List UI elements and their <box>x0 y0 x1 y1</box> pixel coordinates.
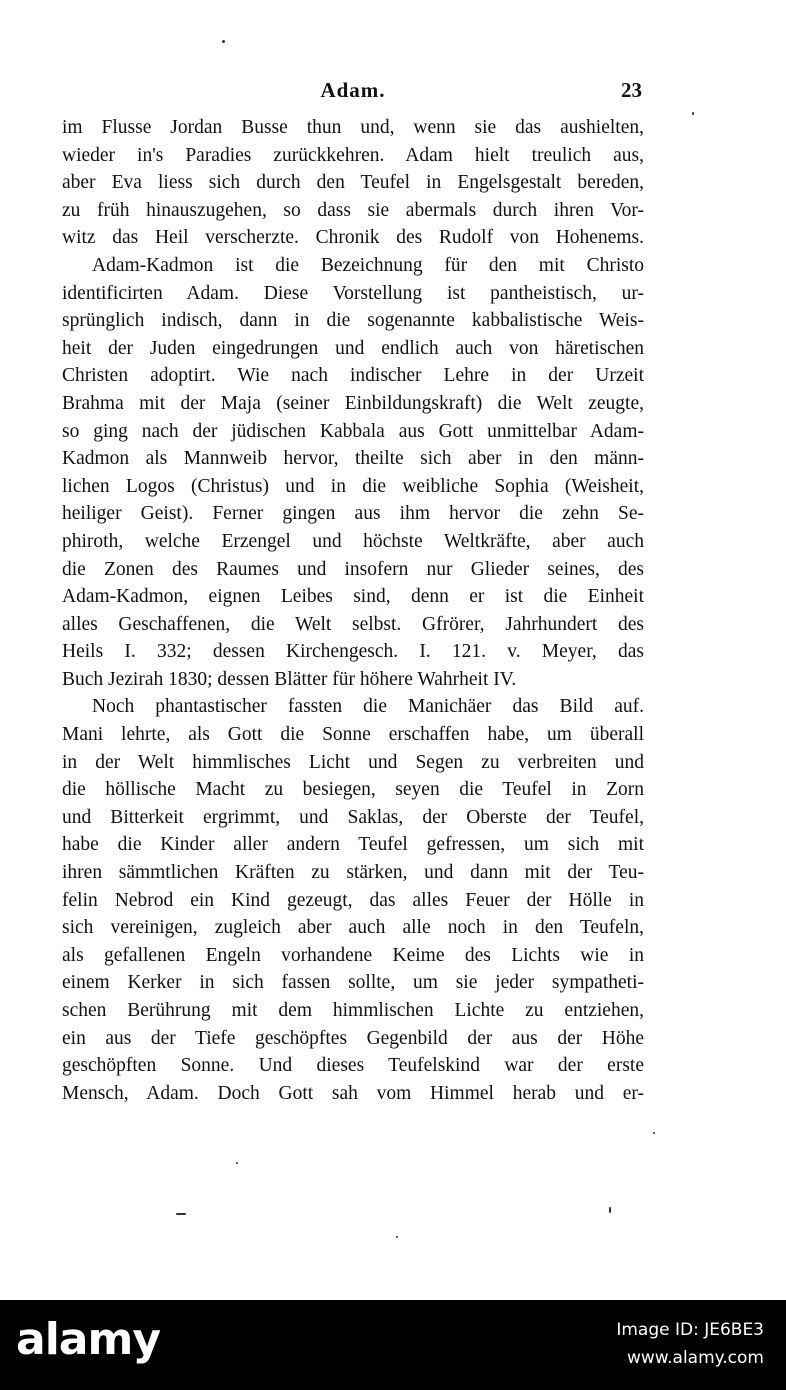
text-line: alles Geschaffenen, die Welt selbst. Gfrörer, Jahrhundert des <box>62 613 644 635</box>
text-line: die höllische Macht zu besiegen, seyen die Teufel in Zorn <box>62 779 644 801</box>
text-line: wieder in's Paradies zurückkehren. Adam hielt treulich aus, <box>62 144 644 166</box>
scan-speck <box>222 40 225 43</box>
scan-speck <box>653 1132 655 1134</box>
text-line: felin Nebrod ein Kind gezeugt, das alles Feuer der Hölle in <box>62 889 644 911</box>
image-id-label: Image ID: JE6BE3 <box>616 1320 764 1340</box>
text-line: sprünglich indisch, dann in die sogenannte kabbalistische Weis- <box>62 310 644 332</box>
body-text <box>62 114 644 1107</box>
text-line: in der Welt himmlisches Licht und Segen zu verbreiten und <box>62 751 644 773</box>
text-line: als gefallenen Engeln vorhandene Keime des Lichts wie in <box>62 944 644 966</box>
text-line: Adam-Kadmon ist die Bezeichnung für den mit Christo <box>92 254 644 276</box>
text-line: Adam-Kadmon, eignen Leibes sind, denn er ist die Einheit <box>62 586 644 608</box>
text-line: ihren sämmtlichen Kräften zu stärken, und dann mit der Teu- <box>62 862 644 884</box>
text-line: schen Berührung mit dem himmlischen Lichte zu entziehen, <box>62 1000 644 1021</box>
text-line: ein aus der Tiefe geschöpftes Gegenbild der aus der Höhe <box>62 1027 644 1049</box>
text-line: Christen adoptirt. Wie nach indischer Lehre in der Urzeit <box>62 365 644 387</box>
text-line: witz das Heil verscherzte. Chronik des Rudolf von Hohenems. <box>62 227 644 249</box>
scan-speck <box>236 1162 238 1164</box>
page-header <box>62 78 644 108</box>
text-line: lichen Logos (Christus) und in die weibliche Sophia (Weisheit, <box>62 475 644 497</box>
text-line: geschöpften Sonne. Und dieses Teufelskind war der erste <box>62 1055 644 1077</box>
text-line: heit der Juden eingedrungen und endlich auch von häretischen <box>62 337 644 359</box>
text-line: Brahma mit der Maja (seiner Einbildungskraft) die Welt zeugte, <box>62 392 644 414</box>
scan-speck <box>692 112 694 115</box>
scan-speck <box>396 1236 398 1238</box>
text-line: Buch Jezirah 1830; dessen Blätter für höhere Wahrheit IV. <box>62 668 517 690</box>
text-line: Noch phantastischer fassten die Manichäer das Bild auf. <box>92 696 644 718</box>
running-title: Adam. <box>320 78 386 102</box>
text-line: die Zonen des Raumes und insofern nur Glieder seines, des <box>62 558 644 580</box>
watermark-footer <box>0 1300 786 1390</box>
scan-speck <box>609 1207 611 1213</box>
brand-logo: alamy <box>16 1314 160 1365</box>
text-line: Mani lehrte, als Gott die Sonne erschaffen habe, um überall <box>62 724 644 746</box>
text-line: identificirten Adam. Diese Vorstellung ist pantheistisch, ur- <box>62 282 644 304</box>
text-line: Kadmon als Mannweib hervor, theilte sich aber in den männ- <box>62 448 644 470</box>
text-line: sich vereinigen, zugleich aber auch alle noch in den Teufeln, <box>62 917 644 939</box>
text-line: habe die Kinder aller andern Teufel gefressen, um sich mit <box>62 834 644 856</box>
text-line: zu früh hinauszugehen, so dass sie abermals durch ihren Vor- <box>62 199 644 221</box>
page-number: 23 <box>621 78 642 102</box>
site-url: www.alamy.com <box>626 1348 764 1368</box>
text-line: im Flusse Jordan Busse thun und, wenn sie das aushielten, <box>62 117 644 138</box>
text-line: einem Kerker in sich fassen sollte, um sie jeder sympatheti- <box>62 972 644 994</box>
text-line: heiliger Geist). Ferner gingen aus ihm hervor die zehn Se- <box>62 503 644 525</box>
scan-speck <box>176 1213 186 1215</box>
text-line: aber Eva liess sich durch den Teufel in Engelsgestalt bereden, <box>62 172 644 194</box>
text-line: Heils I. 332; dessen Kirchengesch. I. 121. v. Meyer, das <box>62 641 644 663</box>
text-line: so ging nach der jüdischen Kabbala aus Gott unmittelbar Adam- <box>62 420 644 442</box>
text-line: phiroth, welche Erzengel und höchste Weltkräfte, aber auch <box>62 530 644 552</box>
text-line: Mensch, Adam. Doch Gott sah vom Himmel herab und er- <box>62 1082 644 1104</box>
text-line: und Bitterkeit ergrimmt, und Saklas, der Oberste der Teufel, <box>62 806 644 828</box>
